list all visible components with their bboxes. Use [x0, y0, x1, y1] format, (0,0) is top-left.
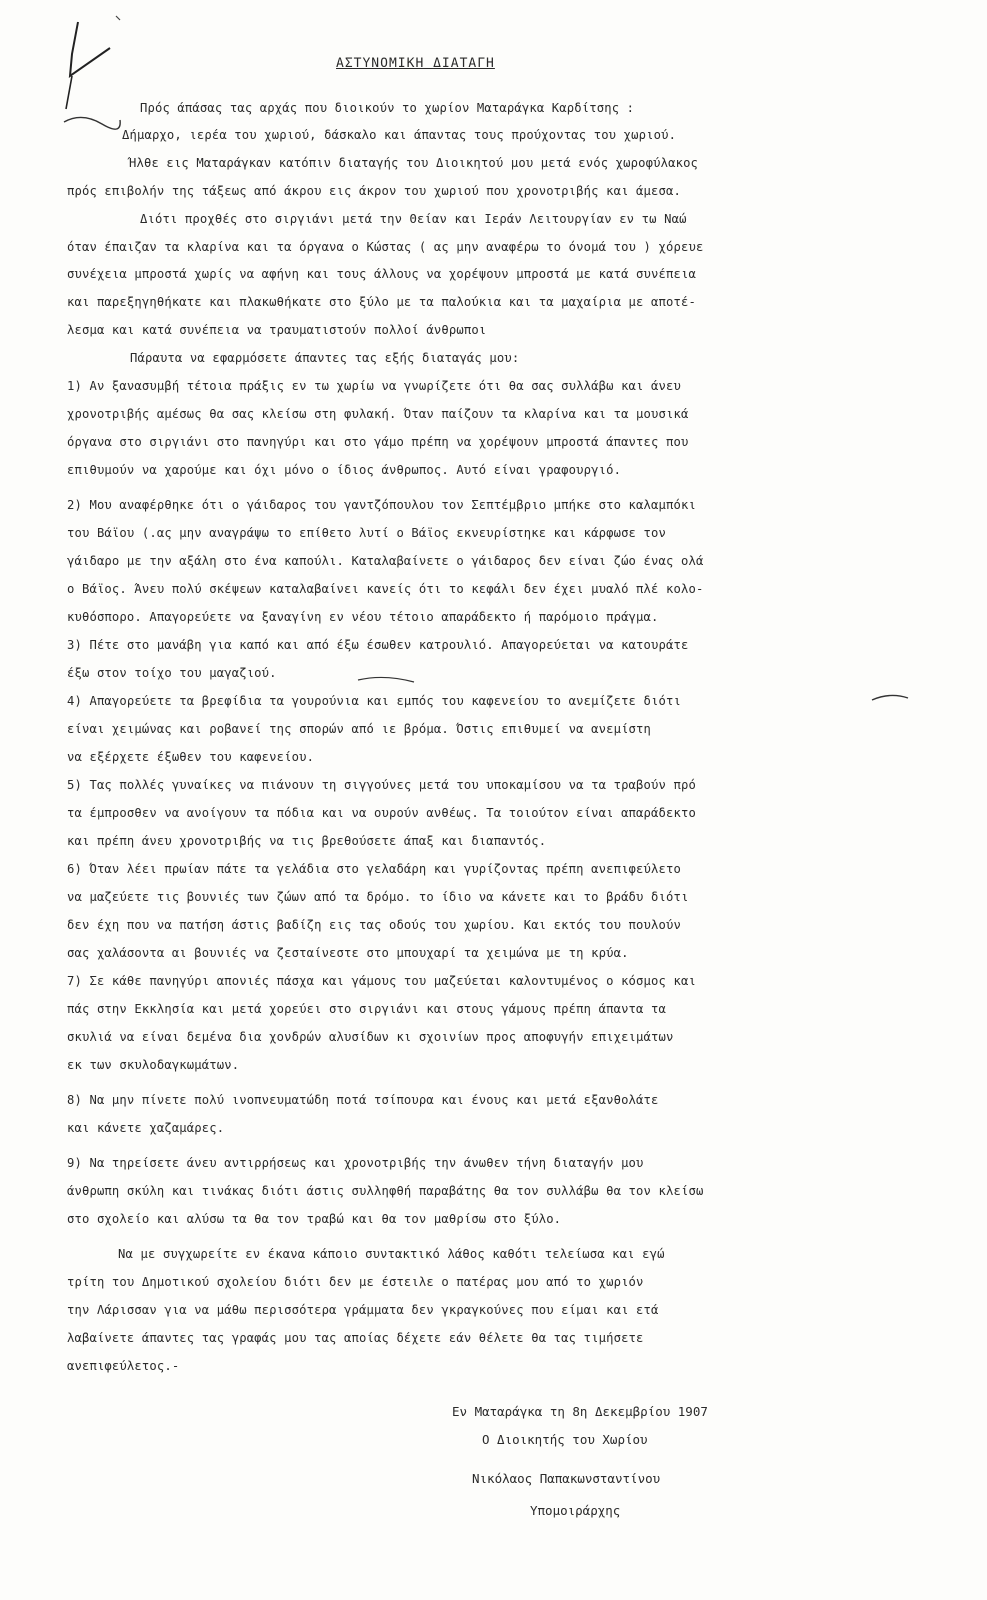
text-line: Δήμαρχο, ιερέα του χωριού, δάσκαλο και άπαντας τους προύχοντας του χωριού. — [122, 128, 677, 142]
text-line: την Λάρισσαν για να μάθω περισσότερα γράμματα δεν γκραγκούνες που είμαι και ετά — [67, 1303, 659, 1317]
text-line: πάς στην Εκκλησία και μετά χορεύει στο σιργιάνι και στους γάμους πρέπη άπαντα τα — [67, 1002, 666, 1016]
place-date: Εν Ματαράγκα τη 8η Δεκεμβρίου 1907 — [452, 1404, 708, 1419]
text-line: 5) Τας πολλές γυναίκες να πιάνουν τη σιγγούνες μετά του υποκαμίσου να τα τραβούν πρό — [67, 778, 696, 792]
margin-tick-mark-right — [870, 690, 910, 710]
signatory-name: Νικόλαος Παπακωνσταντίνου — [472, 1471, 661, 1486]
text-line: άνθρωπη σκύλη και τινάκας διότι άστις συλληφθή παραβάτης θα τον συλλάβω θα τον κλείσω — [67, 1184, 704, 1198]
text-line: όργανα στο σιργιάνι στο πανηγύρι και στο γάμο πρέπη να χορέψουν μπροστά άπαντες που — [67, 435, 689, 449]
text-line: 3) Πέτε στο μανάβη για καπό και από έξω έσωθεν κατρουλιό. Απαγορεύεται να κατουράτε — [67, 638, 689, 652]
text-line: 6) Όταν λέει πρωίαν πάτε τα γελάδια στο γελαδάρη και γυρίζοντας πρέπη ανεπιφεύλετο — [67, 862, 681, 876]
text-line: να εξέρχετε έξωθεν του καφενείου. — [67, 750, 315, 764]
text-line: εκ των σκυλοδαγκωμάτων. — [67, 1058, 240, 1072]
text-line: λαβαίνετε άπαντες τας γραφάς μου τας αποίας δέχετε εάν θέλετε θα τας τιμήσετε — [67, 1331, 644, 1345]
text-line: κυθόσπορο. Απαγορεύετε να ξαναγίνη εν νέου τέτοιο απαράδεκτο ή παρόμοιο πράγμα. — [67, 610, 659, 624]
text-line: πρός επιβολήν της τάξεως από άκρου εις άκρον του χωριού που χρονοτριβής και άμεσα. — [67, 184, 681, 198]
text-line: να μαζεύετε τις βουνιές των ζώων από τα δρόμο. το ίδιο να κάνετε και το βράδυ διότι — [67, 890, 689, 904]
text-line: ο Βάϊος. Άνευ πολύ σκέψεων καταλαβαίνει κανείς ότι το κεφάλι δεν έχει μυαλό πλέ κολο- — [67, 582, 704, 596]
text-line: στο σχολείο και αλύσω τα θα τον τραβώ και θα τον μαθρίσω στο ξύλο. — [67, 1212, 562, 1226]
text-line: 4) Απαγορεύετε τα βρεφίδια τα γουρούνια και εμπός του καφενείου το ανεμίζετε διότι — [67, 694, 681, 708]
text-line: δεν έχη που να πατήση άστις βαδίζη εις τας οδούς του χωρίου. Και εκτός του πουλούν — [67, 918, 681, 932]
text-line: όταν έπαιζαν τα κλαρίνα και τα όργανα ο Κώστας ( ας μην αναφέρω το όνομά του ) χόρευε — [67, 240, 704, 254]
margin-tick-mark — [62, 104, 122, 134]
text-line: 1) Αν ξανασυμβή τέτοια πράξις εν τω χωρίω να γνωρίζετε ότι θα σας συλλάβω και άνευ — [67, 379, 681, 393]
text-line: λεσμα και κατά συνέπεια να τραυματιστούν πολλοί άνθρωποι — [67, 323, 487, 337]
text-line: και παρεξηγηθήκατε και πλακωθήκατε στο ξύλο με τα παλούκια και τα μαχαίρια με αποτέ- — [67, 295, 696, 309]
text-line: έξω στον τοίχο του μαγαζιού. — [67, 666, 277, 680]
text-line: και πρέπη άνευ χρονοτριβής να τις βρεθούσετε άπαξ και διαπαντός. — [67, 834, 547, 848]
text-line: είναι χειμώνας και ροβανεί της σπορών από ιε βρόμα. Όστις επιθυμεί να ανεμίστη — [67, 722, 652, 736]
text-line: του Βάϊου (.ας μην αναγράψω το επίθετο λυτί ο Βάϊος εκνευρίστηκε και κάρφωσε τον — [67, 526, 666, 540]
text-line: Να με συγχωρείτε εν έκανα κάποιο συντακτικό λάθος καθότι τελείωσα και εγώ — [118, 1247, 665, 1261]
signatory-rank: Υπομοιράρχης — [530, 1503, 621, 1518]
text-line: συνέχεια μπροστά χωρίς να αφήνη και τους άλλους να χορέψουν μπροστά με κατά συνέπεια — [67, 267, 696, 281]
text-line: και κάνετε χαζαμάρες. — [67, 1121, 225, 1135]
document-title: ΑΣΤΥΝΟΜΙΚΗ ΔΙΑΤΑΓΗ — [336, 56, 495, 71]
text-line: 8) Να μην πίνετε πολύ ινοπνευματώδη ποτά τσίπουρα και ένους και μετά εξανθολάτε — [67, 1093, 659, 1107]
margin-tick-mark-left — [356, 672, 416, 690]
text-line: 9) Να τηρείσετε άνευ αντιρρήσεως και χρονοτριβής την άνωθεν τήνη διαταγήν μου — [67, 1156, 644, 1170]
text-line: τρίτη του Δημοτικού σχολείου διότι δεν με έστειλε ο πατέρας μου από το χωριόν — [67, 1275, 644, 1289]
text-line: ανεπιφεύλετος.- — [67, 1359, 180, 1373]
text-line: χρονοτριβής αμέσως θα σας κλείσω στη φυλακή. Όταν παίζουν τα κλαρίνα και τα μουσικά — [67, 407, 689, 421]
text-line: επιθυμούν να χαρούμε και όχι μόνο ο ίδιος άνθρωπος. Αυτό είναι γραφουργιό. — [67, 463, 622, 477]
text-line: τα έμπροσθεν να ανοίγουν τα πόδια και να ουρούν ανθέως. Τα τοιούτον είναι απαράδεκτο — [67, 806, 696, 820]
text-line: Πάραυτα να εφαρμόσετε άπαντες τας εξής διαταγάς μου: — [130, 351, 520, 365]
text-line: σας χαλάσοντα αι βουνιές να ζεσταίνεστε στο μπουχαρί τα χειμώνα με τη κρύα. — [67, 946, 629, 960]
text-line: σκυλιά να είναι δεμένα δια χονδρών αλυσίδων κι σχοινίων προς αποφυγήν επιχειμάτων — [67, 1030, 674, 1044]
text-line: Πρός άπάσας τας αρχάς που διοικούν το χωρίον Ματαράγκα Καρδίτσης : — [140, 101, 635, 115]
text-line: Διότι προχθές στο σιργιάνι μετά την Θείαν και Ιεράν Λειτουργίαν εν τω Ναώ — [140, 212, 687, 226]
text-line: γάιδαρο με την αξάλη στο ένα καπούλι. Καταλαβαίνετε ο γάιδαρος δεν είναι ζώο ένας ολά — [67, 554, 704, 568]
text-line: Ήλθε εις Ματαράγκαν κατόπιν διαταγής του Διοικητού μου μετά ενός χωροφύλακος — [129, 156, 699, 170]
text-line: 2) Μου αναφέρθηκε ότι ο γάιδαρος του γαντζόπουλου τον Σεπτέμβριο μπήκε στο καλαμπόκι — [67, 498, 696, 512]
signatory-authority: Ο Διοικητής του Χωρίου — [482, 1432, 648, 1447]
text-line: 7) Σε κάθε πανηγύρι απονιές πάσχα και γάμους του μαζεύεται καλοντυμένος ο κόσμος και — [67, 974, 696, 988]
